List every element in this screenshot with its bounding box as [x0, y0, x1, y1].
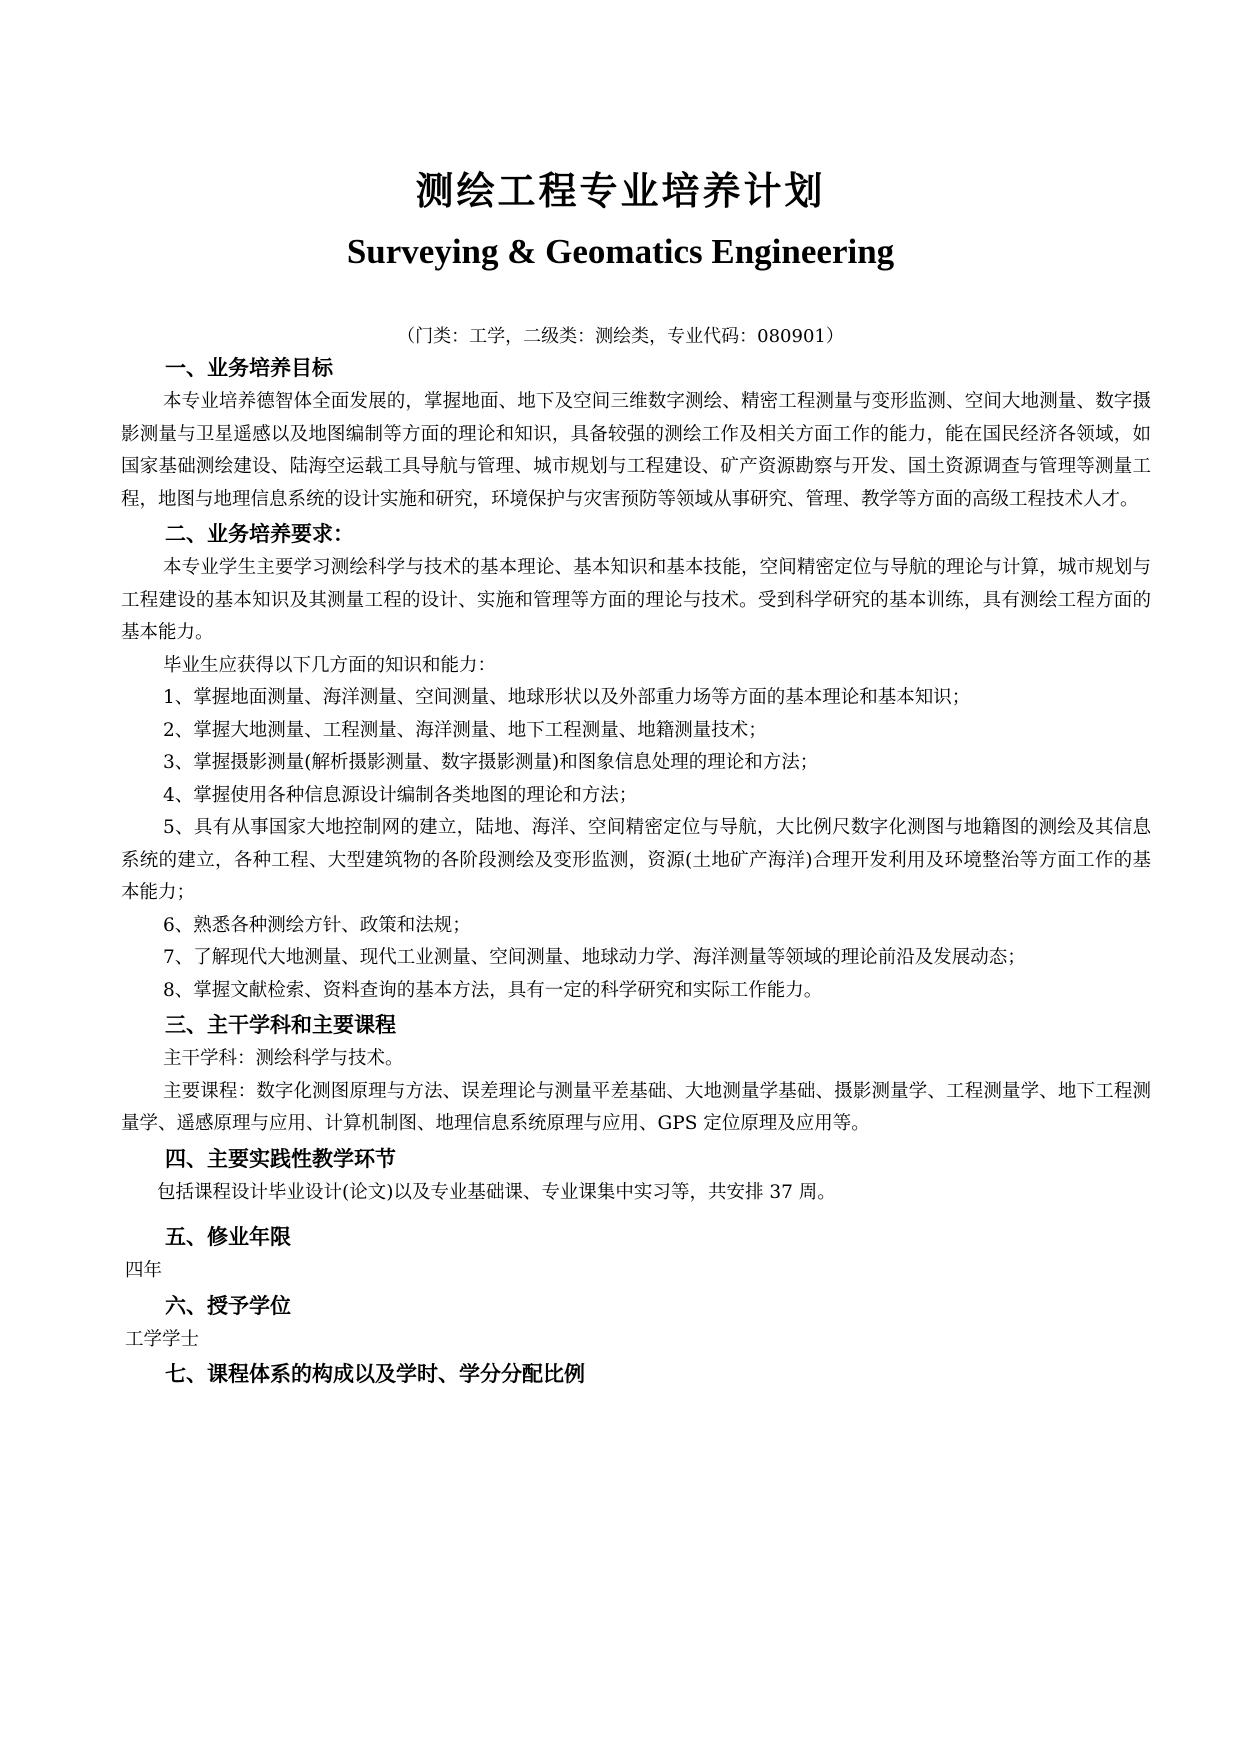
main-discipline: 主干学科：测绘科学与技术。: [163, 1048, 404, 1069]
practice-paragraph: 包括课程设计毕业设计(论文)以及专业基础课、专业课集中实习等，共安排 37 周。: [157, 1181, 836, 1203]
major-code-info: （门类：工学，二级类：测绘类，专业代码：080901）: [397, 326, 844, 347]
section-heading-courses: 三、主干学科和主要课程: [165, 1013, 396, 1037]
section-heading-goals: 一、业务培养目标: [165, 356, 333, 380]
requirement-item: 7、了解现代大地测量、现代工业测量、空间测量、地球动力学、海洋测量等领域的理论前沿及发展动态；: [163, 947, 1026, 968]
document-title-english: Surveying & Geomatics Engineering: [346, 232, 895, 271]
section-heading-degree: 六、授予学位: [165, 1293, 291, 1318]
requirement-item: 8、掌握文献检索、资料查询的基本方法，具有一定的科学研究和实际工作能力。: [163, 979, 823, 1001]
requirement-item: 4、掌握使用各种信息源设计编制各类地图的理论和方法；: [163, 784, 638, 806]
main-courses: 主要课程：数字化测图原理与方法、误差理论与测量平差基础、大地测量学基础、摄影测量学、工程测量学、地下工程测量学、遥感原理与应用、计算机制图、地理信息系统原理与应用、GPS 定位原理及应用等。: [121, 1080, 1151, 1134]
requirement-item: 1、掌握地面测量、海洋测量、空间测量、地球形状以及外部重力场等方面的基本理论和基本知识；: [163, 687, 971, 708]
section-heading-duration: 五、修业年限: [165, 1225, 291, 1249]
document-title: 测绘工程专业培养计划: [415, 168, 826, 213]
section-heading-curriculum: 七、课程体系的构成以及学时、学分分配比例: [165, 1362, 585, 1386]
requirement-item: 3、掌握摄影测量(解析摄影测量、数字摄影测量)和图象信息处理的理论和方法；: [163, 752, 819, 773]
degree-value: 工学学士: [125, 1328, 200, 1350]
section-heading-practice: 四、主要实践性教学环节: [165, 1146, 396, 1171]
document-body: [121, 350, 1151, 1392]
section-heading-requirements: 二、业务培养要求：: [165, 522, 354, 546]
requirements-paragraph: 本专业学生主要学习测绘科学与技术的基本理论、基本知识和基本技能，空间精密定位与导航的理论与计算，城市规划与工程建设的基本知识及其测量工程的设计、实施和管理等方面的理论与技术。受到科学研究的基本训练，具有测绘工程方面的基本能力。: [121, 557, 1151, 643]
goals-paragraph: 本专业培养德智体全面发展的，掌握地面、地下及空间三维数字测绘、精密工程测量与变形监测、空间大地测量、数字摄影测量与卫星遥感以及地图编制等方面的理论和知识，具备较强的测绘工作及相关方面工作的能力，能在国民经济各领域，如国家基础测绘建设、陆海空运载工具导航与管理、城市规划与工程建设、矿产资源勘察与开发、国土资源调查与管理等测量工程，地图与地理信息系统的设计实施和研究，环境保护与灾害预防等领域从事研究、管理、教学等方面的高级工程技术人才。: [121, 391, 1151, 510]
requirement-item: 2、掌握大地测量、工程测量、海洋测量、地下工程测量、地籍测量技术；: [163, 719, 767, 741]
duration-value: 四年: [125, 1260, 163, 1281]
requirements-intro: 毕业生应获得以下几方面的知识和能力：: [163, 654, 497, 676]
requirement-item: 5、具有从事国家大地控制网的建立，陆地、海洋、空间精密定位与导航，大比例尺数字化测图与地籍图的测绘及其信息系统的建立，各种工程、大型建筑物的各阶段测绘及变形监测，资源(土地矿产海洋)合理开发利用及环境整治等方面工作的基本能力；: [121, 817, 1151, 903]
requirement-item: 6、熟悉各种测绘方针、政策和法规；: [163, 914, 471, 936]
